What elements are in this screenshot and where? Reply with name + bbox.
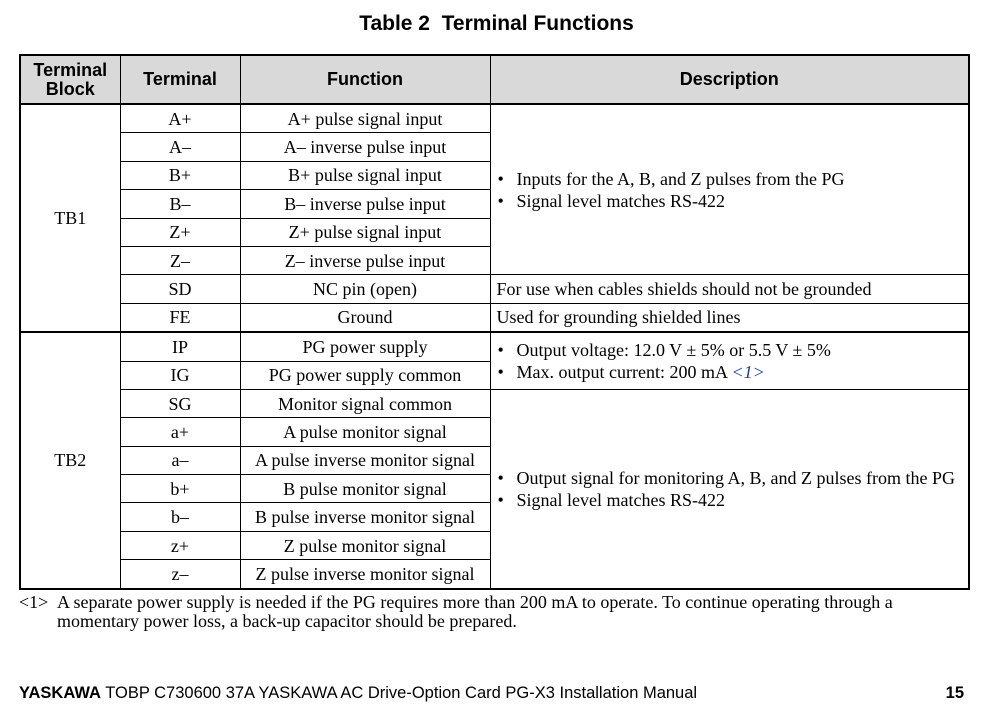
terminal-cell: IP: [120, 332, 240, 361]
terminal-cell: B–: [120, 190, 240, 218]
footnote-tag: <1>: [19, 592, 49, 612]
function-cell: A pulse monitor signal: [240, 418, 490, 446]
function-cell: NC pin (open): [240, 275, 490, 303]
function-cell: A pulse inverse monitor signal: [240, 446, 490, 474]
footnote: [19, 593, 974, 631]
terminal-cell: z+: [120, 531, 240, 559]
function-cell: Z+ pulse signal input: [240, 218, 490, 246]
description-fe: Used for grounding shielded lines: [490, 303, 969, 332]
table-row: [20, 303, 969, 332]
table-title: Table 2 Terminal Functions: [359, 12, 634, 35]
description-monitor: [490, 389, 969, 588]
table-row: [20, 275, 969, 303]
function-cell: A+ pulse signal input: [240, 104, 490, 133]
table-row: [20, 104, 969, 133]
description-power-supply: [490, 332, 969, 389]
function-cell: B– inverse pulse input: [240, 190, 490, 218]
terminal-block-tb2: TB2: [20, 332, 120, 589]
function-cell: Z pulse monitor signal: [240, 531, 490, 559]
header-function: Function: [240, 55, 490, 104]
function-cell: B pulse inverse monitor signal: [240, 503, 490, 531]
terminal-cell: b+: [120, 475, 240, 503]
terminal-cell: a+: [120, 418, 240, 446]
terminal-cell: IG: [120, 361, 240, 389]
terminal-cell: a–: [120, 446, 240, 474]
description-bullet: • Output signal for monitoring A, B, and Z pulses from the PG: [497, 467, 965, 489]
function-cell: A– inverse pulse input: [240, 133, 490, 161]
footer-brand: YASKAWA: [19, 684, 101, 702]
terminal-cell: z–: [120, 560, 240, 589]
terminal-cell: SD: [120, 275, 240, 303]
footer-manual-title: TOBP C730600 37A YASKAWA AC Drive-Option Card PG-X3 Installation Manual: [105, 684, 698, 702]
footnote-text: A separate power supply is needed if the PG requires more than 200 mA to operate. To continue operating through a momentary power loss, a back-up capacitor should be prepared.: [57, 592, 893, 631]
function-cell: Ground: [240, 303, 490, 332]
terminal-cell: B+: [120, 161, 240, 189]
terminal-cell: A+: [120, 104, 240, 133]
header-terminal: Terminal: [120, 55, 240, 104]
header-terminal-block: Terminal Block: [20, 55, 120, 104]
description-bullet: • Signal level matches RS-422: [497, 489, 965, 511]
footnote-ref[interactable]: <1>: [731, 362, 765, 383]
description-sd: For use when cables shields should not be grounded: [490, 275, 969, 303]
function-cell: Z pulse inverse monitor signal: [240, 560, 490, 589]
terminal-cell: FE: [120, 303, 240, 332]
page-number: 15: [945, 684, 964, 702]
table-row: [20, 332, 969, 361]
function-cell: Monitor signal common: [240, 389, 490, 417]
terminal-cell: A–: [120, 133, 240, 161]
terminal-cell: b–: [120, 503, 240, 531]
terminal-cell: SG: [120, 389, 240, 417]
description-bullet: • Output voltage: 12.0 V ± 5% or 5.5 V ± 5%: [497, 339, 965, 361]
header-description: Description: [490, 55, 969, 104]
terminal-functions-table: [19, 54, 970, 590]
function-cell: Z– inverse pulse input: [240, 246, 490, 274]
description-bullet: • Signal level matches RS-422: [497, 190, 965, 212]
header-row: [20, 55, 969, 104]
terminal-cell: Z–: [120, 246, 240, 274]
description-bullet: • Max. output current: 200 mA <1>: [497, 361, 965, 383]
page-footer: [19, 684, 964, 703]
description-pulse-inputs: [490, 104, 969, 275]
function-cell: PG power supply: [240, 332, 490, 361]
function-cell: B+ pulse signal input: [240, 161, 490, 189]
terminal-block-tb1: TB1: [20, 104, 120, 332]
description-bullet: • Inputs for the A, B, and Z pulses from the PG: [497, 168, 965, 190]
terminal-cell: Z+: [120, 218, 240, 246]
table-row: [20, 389, 969, 417]
function-cell: B pulse monitor signal: [240, 475, 490, 503]
function-cell: PG power supply common: [240, 361, 490, 389]
